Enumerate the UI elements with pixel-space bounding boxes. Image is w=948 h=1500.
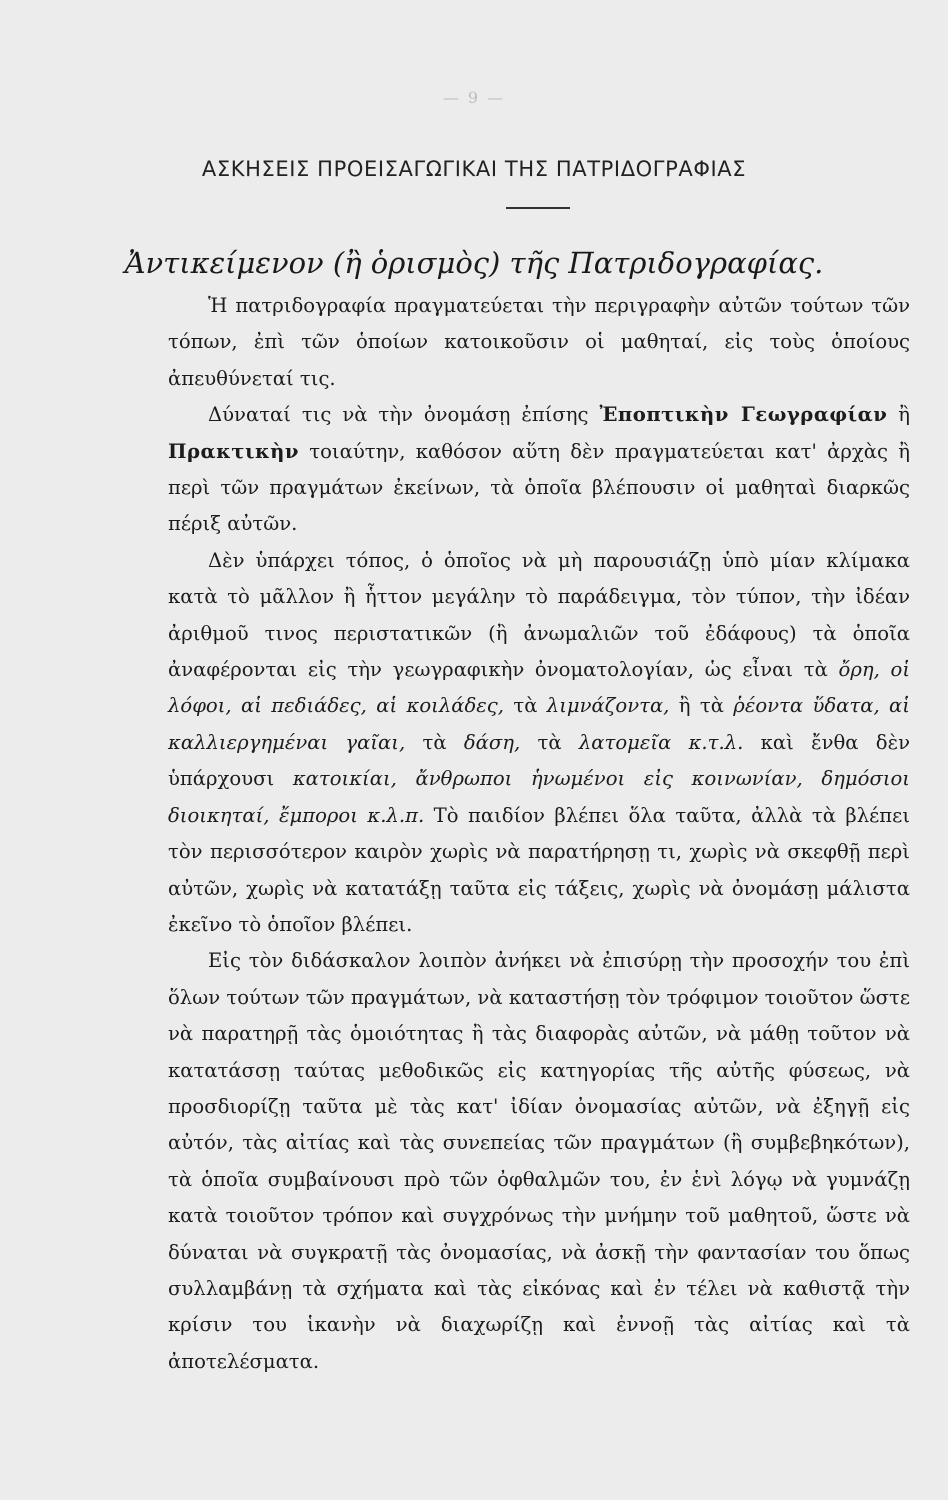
- p3-text-f: καὶ ἔνθα δὲν ὑπάρχουσι: [168, 730, 911, 791]
- p2-text-end: τοιαύτην, καθόσον αὕτη δὲν πραγματεύεται κατ' ἀρχὰς ἢ περὶ τῶν πραγμάτων ἐκείνων, τὰ ὁποῖα βλέπουσιν οἱ μαθηταὶ διαρκῶς πέριξ αὐτῶν.: [168, 439, 910, 536]
- paragraph-4: Εἰς τὸν διδάσκαλον λοιπὸν ἀνήκει νὰ ἐπισύρῃ τὴν προσοχήν του ἐπὶ ὅλων τούτων τῶν πραγμάτων, νὰ καταστήσῃ τὸν τρόφιμον τοιοῦτον ὥστε νὰ παρατηρῇ τὰς ὁμοιότητας ἢ τὰς διαφορὰς αὐτῶν, νὰ μάθῃ τοῦτον νὰ κατατάσσῃ ταύτας μεθοδικῶς εἰς κατηγορίας τῆς αὐτῆς φύσεως, νὰ προσδιορίζῃ ταῦτα μὲ τὰς κατ' ἰδίαν ὀνομασίας αὐτῶν, νὰ ἐξηγῇ εἰς αὐτόν, τὰς αἰτίας καὶ τὰς συνεπείας τῶν πραγμάτων (ἢ συμβεβηκότων), τὰ ὁποῖα συμβαίνουσι πρὸ τῶν ὀφθαλμῶν του, ἐν ἑνὶ λόγῳ νὰ γυμνάζῃ κατὰ τοιοῦτον τρόπον καὶ συγχρόνως τὴν μνήμην τοῦ μαθητοῦ, ὥστε νὰ δύναται νὰ συγκρατῇ τὰς ὀνομασίας, νὰ ἀσκῇ τὴν φαντασίαν του ὅπως συλλαμβάνῃ τὰ σχήματα καὶ τὰς εἰκόνας καὶ ἐν τέλει νὰ καθιστᾷ τὴν κρίσιν του ἱκανὴν νὰ διαχωρίζῃ καὶ ἐννοῇ τὰς αἰτίας καὶ τὰ ἀποτελέσματα.: [168, 949, 910, 1373]
- paragraph-2: [168, 397, 910, 543]
- p3-italic-6: κατοικίαι, ἄνθρωποι ἡνωμένοι εἰς κοινωνίαν, δημόσιοι διοικηταί, ἔμποροι κ.λ.π.: [168, 767, 910, 827]
- section-title: Ἀντικείμενον (ἢ ὁρισμὸς) τῆς Πατριδογραφίας.: [124, 246, 824, 280]
- p3-text-e: τὰ: [537, 730, 562, 754]
- body-text: [168, 288, 910, 1380]
- p2-term-epoptiki: Ἐποπτικὴν Γεωγραφίαν: [599, 403, 888, 427]
- p3-text-c: ἢ τὰ: [678, 694, 724, 718]
- p3-text-a: Δὲν ὑπάρχει τόπος, ὁ ὁποῖος νὰ μὴ παρουσιάζῃ ὑπὸ μίαν κλίμακα κατὰ τὸ μᾶλλον ἢ ἧττον μεγάλην τὸ παράδειγμα, τὸν τύπον, τὴν ἰδέαν ἀριθμοῦ τινος περιστατικῶν (ἢ ἀνωμαλιῶν τοῦ ἐδάφους) τὰ ὁποῖα ἀναφέρονται εἰς τὴν γεωγραφικὴν ὀνοματολογίαν, ὡς εἶναι τὰ: [168, 548, 910, 682]
- p3-text-d: τὰ: [422, 730, 447, 754]
- p3-italic-1: ὄρη, οἱ λόφοι, αἱ πεδιάδες, αἱ κοιλάδες,: [168, 658, 911, 718]
- paragraph-3: [168, 543, 910, 943]
- p2-text-start: Δύναταί τις νὰ τὴν ὀνομάσῃ ἐπίσης: [208, 403, 589, 427]
- p3-italic-4: δάση,: [463, 730, 521, 754]
- running-header: ΑΣΚΗΣΕΙΣ ΠΡΟΕΙΣΑΓΩΓΙΚΑΙ ΤΗΣ ΠΑΤΡΙΔΟΓΡΑΦΙΑΣ: [201, 157, 747, 181]
- p3-text-g: Τὸ παιδίον βλέπει ὅλα ταῦτα, ἀλλὰ τὰ βλέπει τὸν περισσότερον καιρὸν χωρὶς νὰ παρατήρησῃ τι, χωρὶς νὰ σκεφθῇ περὶ αὐτῶν, χωρὶς νὰ κατατάξῃ ταῦτα εἰς τάξεις, χωρὶς νὰ ὀνομάσῃ μάλιστα ἐκεῖνο τὸ ὁποῖον βλέπει.: [168, 803, 910, 936]
- p3-italic-3: ῥέοντα ὕδατα, αἱ καλλιεργημέναι γαῖαι,: [168, 694, 910, 754]
- p2-term-praktiki: Πρακτικὴν: [168, 439, 299, 463]
- header-rule: [506, 207, 570, 209]
- page-number: — 9 —: [442, 88, 506, 107]
- p3-italic-2: λιμνάζοντα,: [546, 694, 670, 718]
- paragraph-1: Ἡ πατριδογραφία πραγματεύεται τὴν περιγραφὴν αὐτῶν τούτων τῶν τόπων, ἐπὶ τῶν ὁποίων κατοικοῦσιν οἱ μαθηταί, εἰς τοὺς ὁποίους ἀπευθύνεταί τις.: [168, 294, 910, 390]
- p3-text-b: τὰ: [513, 694, 538, 718]
- p3-italic-5: λατομεῖα κ.τ.λ.: [578, 730, 744, 754]
- p2-text-mid: ἢ: [898, 403, 910, 427]
